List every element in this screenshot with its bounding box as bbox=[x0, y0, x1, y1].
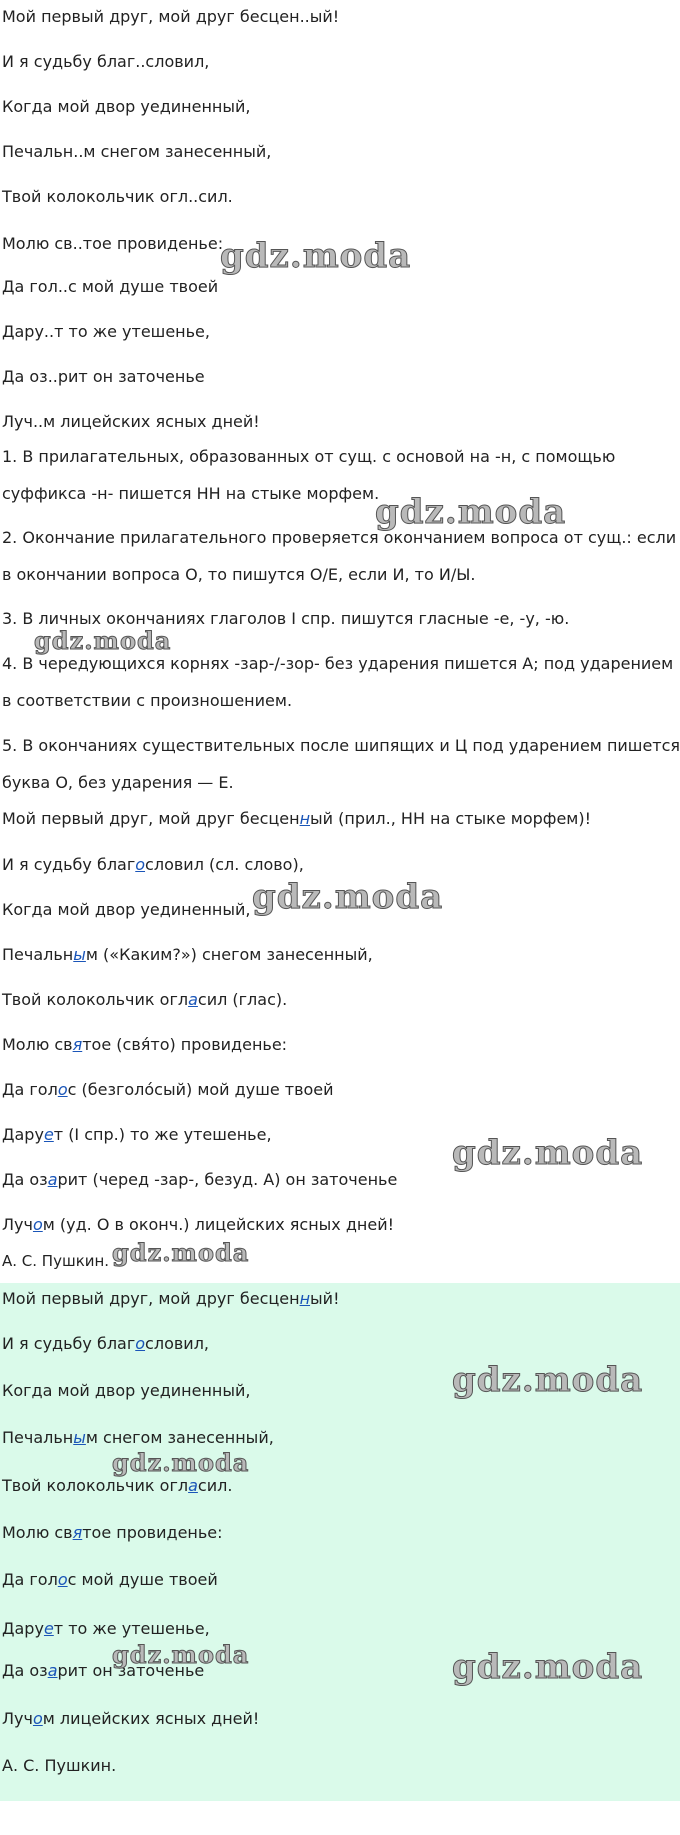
explained-line bbox=[2, 1170, 397, 1190]
explained-line bbox=[2, 900, 251, 920]
text-part: Мой первый друг, мой друг бесцен bbox=[2, 809, 300, 828]
text-part: Молю св bbox=[2, 1035, 73, 1054]
answer-line bbox=[2, 1709, 259, 1729]
text-part: Когда мой двор уединенный, bbox=[2, 1381, 251, 1400]
text-part: словил (сл. слово), bbox=[145, 855, 304, 874]
text-part: рит (черед -зар-, безуд. А) он заточенье bbox=[57, 1170, 398, 1189]
watermark: gdz.moda bbox=[220, 236, 412, 276]
watermark: gdz.moda bbox=[252, 877, 444, 917]
text-part: с мой душе твоей bbox=[67, 1570, 218, 1589]
answer-line bbox=[2, 1381, 251, 1401]
text-part: Дару bbox=[2, 1125, 44, 1144]
rule-line: 1. В прилагательных, образованных от сущ. с основой на -н, с помощью bbox=[2, 447, 616, 466]
inserted-letter: о bbox=[135, 1334, 146, 1353]
text-part: т то же утешенье, bbox=[53, 1619, 210, 1638]
task-line: Да гол..с мой душе твоей bbox=[2, 277, 219, 296]
task-line: Мой первый друг, мой друг бесцен..ый! bbox=[2, 7, 340, 26]
rule-line: суффикса -н- пишется НН на стыке морфем. bbox=[2, 484, 380, 503]
inserted-letter: а bbox=[47, 1661, 58, 1680]
text-part: тое (свя́то) провиденье: bbox=[82, 1035, 288, 1054]
inserted-letter: н bbox=[299, 809, 311, 828]
inserted-letter: о bbox=[32, 1709, 43, 1728]
rule-line: в соответствии с произношением. bbox=[2, 691, 293, 710]
task-line: Молю св..тое провиденье: bbox=[2, 234, 224, 253]
explained-line bbox=[2, 809, 591, 829]
text-part: Дару bbox=[2, 1619, 44, 1638]
text-part: Луч bbox=[2, 1709, 33, 1728]
text-part: сил (глас). bbox=[197, 990, 288, 1009]
inserted-letter: о bbox=[57, 1570, 68, 1589]
answer-line bbox=[2, 1619, 210, 1639]
watermark: gdz.moda bbox=[112, 1640, 250, 1669]
watermark: gdz.moda bbox=[34, 626, 172, 655]
inserted-letter: ы bbox=[73, 945, 86, 964]
rule-line: 3. В личных окончаниях глаголов I спр. пишутся гласные -е, -у, -ю. bbox=[2, 609, 570, 628]
inserted-letter: а bbox=[47, 1170, 58, 1189]
inserted-letter: н bbox=[299, 1289, 311, 1308]
explained-line bbox=[2, 1080, 334, 1100]
text-part: м снегом занесенный, bbox=[85, 1428, 274, 1447]
watermark: gdz.moda bbox=[452, 1133, 644, 1173]
rule-line: 5. В окончаниях существительных после шипящих и Ц под ударением пишется bbox=[2, 736, 680, 755]
explained-line bbox=[2, 990, 287, 1010]
rule-line: 4. В чередующихся корнях -зар-/-зор- без ударения пишется А; под ударением bbox=[2, 654, 674, 673]
explained-line bbox=[2, 855, 304, 875]
text-part: рит он заточенье bbox=[57, 1661, 205, 1680]
explained-line bbox=[2, 1125, 272, 1145]
answer-author: А. С. Пушкин. bbox=[2, 1756, 117, 1775]
task-line: Твой колокольчик огл..сил. bbox=[2, 187, 233, 206]
text-part: Да гол bbox=[2, 1570, 58, 1589]
inserted-letter: о bbox=[57, 1080, 68, 1099]
answer-line bbox=[2, 1523, 223, 1543]
task-line: Печальн..м снегом занесенный, bbox=[2, 142, 272, 161]
answer-line bbox=[2, 1428, 274, 1448]
inserted-letter: а bbox=[188, 1476, 198, 1495]
text-part: Твой колокольчик огл bbox=[2, 1476, 189, 1495]
inserted-letter: о bbox=[135, 855, 146, 874]
text-part: т (I спр.) то же утешенье, bbox=[53, 1125, 272, 1144]
text-part: сил. bbox=[197, 1476, 233, 1495]
inserted-letter: е bbox=[43, 1619, 54, 1638]
rule-line: в окончании вопроса О, то пишутся О/Е, если И, то И/Ы. bbox=[2, 565, 476, 584]
text-part: тое провиденье: bbox=[82, 1523, 223, 1542]
text-part: Да оз bbox=[2, 1661, 48, 1680]
text-part: ый (прил., НН на стыке морфем)! bbox=[310, 809, 592, 828]
watermark: gdz.moda bbox=[112, 1238, 250, 1267]
explained-line bbox=[2, 945, 373, 965]
author-signature: А. С. Пушкин. bbox=[2, 1252, 110, 1270]
inserted-letter: е bbox=[43, 1125, 54, 1144]
explained-line bbox=[2, 1215, 394, 1235]
task-line: Да оз..рит он заточенье bbox=[2, 367, 205, 386]
text-part: Когда мой двор уединенный, bbox=[2, 900, 251, 919]
answer-line bbox=[2, 1334, 209, 1354]
inserted-letter: а bbox=[188, 990, 198, 1009]
text-part: Луч bbox=[2, 1215, 33, 1234]
text-part: И я судьбу благ bbox=[2, 855, 136, 874]
rule-line: 2. Окончание прилагательного проверяется окончанием вопроса от сущ.: если bbox=[2, 528, 677, 547]
text-part: м лицейских ясных дней! bbox=[42, 1709, 260, 1728]
text-part: Твой колокольчик огл bbox=[2, 990, 189, 1009]
watermark: gdz.moda bbox=[452, 1647, 644, 1687]
watermark: gdz.moda bbox=[112, 1448, 250, 1477]
explained-line bbox=[2, 1035, 287, 1055]
text-part: Да оз bbox=[2, 1170, 48, 1189]
text-part: Печальн bbox=[2, 945, 74, 964]
text-part: Печальн bbox=[2, 1428, 74, 1447]
inserted-letter: о bbox=[32, 1215, 43, 1234]
watermark: gdz.moda bbox=[375, 492, 567, 532]
text-part: И я судьбу благ bbox=[2, 1334, 136, 1353]
inserted-letter: я bbox=[72, 1035, 83, 1054]
inserted-letter: я bbox=[72, 1523, 83, 1542]
text-part: ый! bbox=[310, 1289, 340, 1308]
text-part: с (безголо́сый) мой душе твоей bbox=[67, 1080, 334, 1099]
text-part: Молю св bbox=[2, 1523, 73, 1542]
answer-line bbox=[2, 1289, 340, 1309]
task-line: И я судьбу благ..словил, bbox=[2, 52, 210, 71]
task-line: Когда мой двор уединенный, bbox=[2, 97, 251, 116]
text-part: словил, bbox=[145, 1334, 209, 1353]
text-part: м («Каким?») снегом занесенный, bbox=[85, 945, 373, 964]
answer-line bbox=[2, 1476, 232, 1496]
rule-line: буква О, без ударения — Е. bbox=[2, 773, 234, 792]
watermark: gdz.moda bbox=[452, 1360, 644, 1400]
text-part: Да гол bbox=[2, 1080, 58, 1099]
task-line: Дару..т то же утешенье, bbox=[2, 322, 210, 341]
text-part: Мой первый друг, мой друг бесцен bbox=[2, 1289, 300, 1308]
text-part: м (уд. О в оконч.) лицейских ясных дней! bbox=[42, 1215, 395, 1234]
task-line: Луч..м лицейских ясных дней! bbox=[2, 412, 260, 431]
answer-line bbox=[2, 1570, 218, 1590]
inserted-letter: ы bbox=[73, 1428, 86, 1447]
